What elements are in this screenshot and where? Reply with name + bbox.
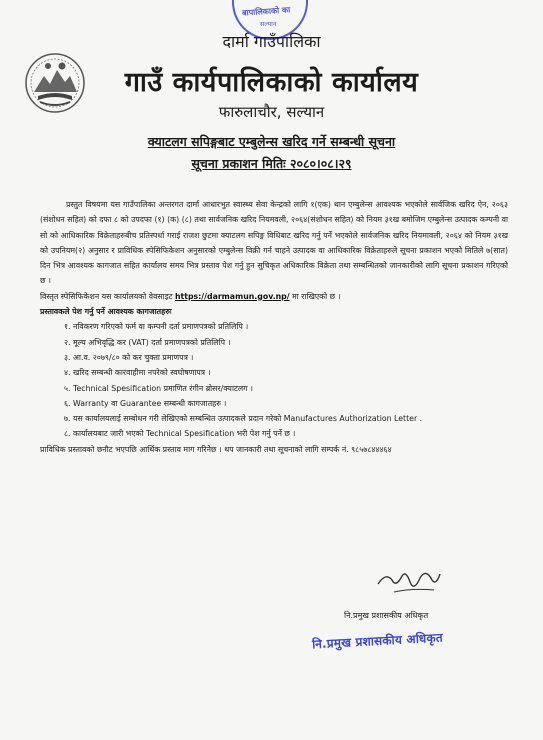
notice-date: सूचना प्रकाशन मितिः २०८०।०८।२९ xyxy=(191,156,352,171)
spec-prefix: विस्तृत स्पेसिफिकेशन यस कार्यालयको वेवसाइट xyxy=(40,291,173,301)
municipality-name: दार्मा गाउँपालिका xyxy=(222,32,321,51)
signatory-stamp: नि.प्रमुख प्रशासकीय अधिकृत xyxy=(311,630,444,652)
website-link[interactable]: https://darmamun.gov.np/ xyxy=(174,291,290,301)
list-item: ८. कार्यालयबाट जारी भएको Technical Spesification भरी पेश गर्नु पर्ने छ । xyxy=(64,429,296,439)
spec-suffix: मा राखिएको छ । xyxy=(292,291,341,301)
spec-line xyxy=(40,289,508,304)
closing-paragraph: प्राविधिक प्रस्तावको छनौट भएपछि आर्थिक प्रस्ताव माग गरिनेछ । थप जानकारी तथा सूचनाको लागि सम्पर्क नं. ९८५७८४४४६४ xyxy=(40,444,392,454)
seal-subtext: सल्यान xyxy=(260,20,277,28)
list-item: १. नविकरण गरिएको फर्म वा कम्पनी दर्ता प्रमाणपत्रको प्रतिलिपि । xyxy=(64,322,249,332)
list-item: ४. खरिद सम्बन्धी कारवाहीमा नपरेको स्वघोषणापत्र । xyxy=(64,368,211,378)
seal-text: बापालिकाको का xyxy=(241,5,291,18)
intro-paragraph: प्रस्तुत विषयमा यस गाउँपालिका अन्तरगत दार्मा आधारभुत स्वास्थ्य सेवा केन्द्रको लागि १(एक) थान एम्बुलेन्स आवश्यक भएकोले सार्वजिक खरिद ऐन, २०६३ (संशोधन सहित) को दफा ८ को उपदफा (१) (क) (८) तथा सार्वजनिक खरिद नियमवली, २०६४(संशोधन सहित) को नियम ३१ख बमोजिम एम्बुलेन्स उत्पादक कम्पनी वा सो को आधिकारिक विक्रेताहरुबीच प्रतिस्पर्धा गराई राजश छुटमा क्याटलग सपिङ्ग विधिबाट खरिद गर्नु पर्ने भएकोले सार्वजनिक खरिद नियमावली, २०६४ को नियम ३१ख को उपनियम(२) अनुसार र प्राविधिक स्पेसिफिकेशन अनुसारको एम्बुलेन्स विक्री गर्न चाहने उत्पादक वा आधिकारिक विक्रेताहरुले सूचना प्रकाशन भएको मितिले ७(सात) दिन भित्र आवश्यक कागजात सहित कार्यालय समय भित्र प्रस्ताव पेश गर्नु हुन सुचिकृत अधिकारिक विक्रेता तथा सम्बन्धितको जानकारीको लागि सूचना प्रकाशन गरिएको छ । xyxy=(40,200,508,286)
signatory-title: नि.प्रमुख प्रशासकीय अधिकृत xyxy=(344,611,429,620)
handwritten-signature-icon xyxy=(372,566,444,600)
list-item: ५. Technical Spesification प्रमाणित रंगीन ब्रोसर/क्याटलग । xyxy=(64,383,254,393)
documents-heading: प्रस्तावकले पेश गर्नु पर्ने आवश्यक कागजातहरुः xyxy=(40,307,172,317)
list-item: ३. आ.व. २०७९/८० को कर चुक्ता प्रमाणपत्र । xyxy=(64,352,194,362)
list-item: ६. Warranty वा Guarantee सम्बन्धी कागजातहरु । xyxy=(64,398,227,408)
notice-title: क्याटलग सपिङ्गबाट एम्बुलेन्स खरिद गर्ने सम्बन्धी सूचना xyxy=(147,134,396,149)
notice-body xyxy=(40,197,508,457)
office-address: फारुलाचौर, सल्यान xyxy=(218,103,325,121)
list-item: ७. यस कार्यालयलाई सम्बोधन गरी लेखिएको सम्बन्धित उत्पादकले प्रदान गरेको Manufactures Authorization Letter . xyxy=(64,414,423,424)
list-item: २. मूल्य अभिवृद्धि कर (VAT) दर्ता प्रमाणपत्रको प्रतिलिपि । xyxy=(64,337,231,347)
office-name: गाउँ कार्यपालिकाको कार्यालय xyxy=(124,67,419,98)
